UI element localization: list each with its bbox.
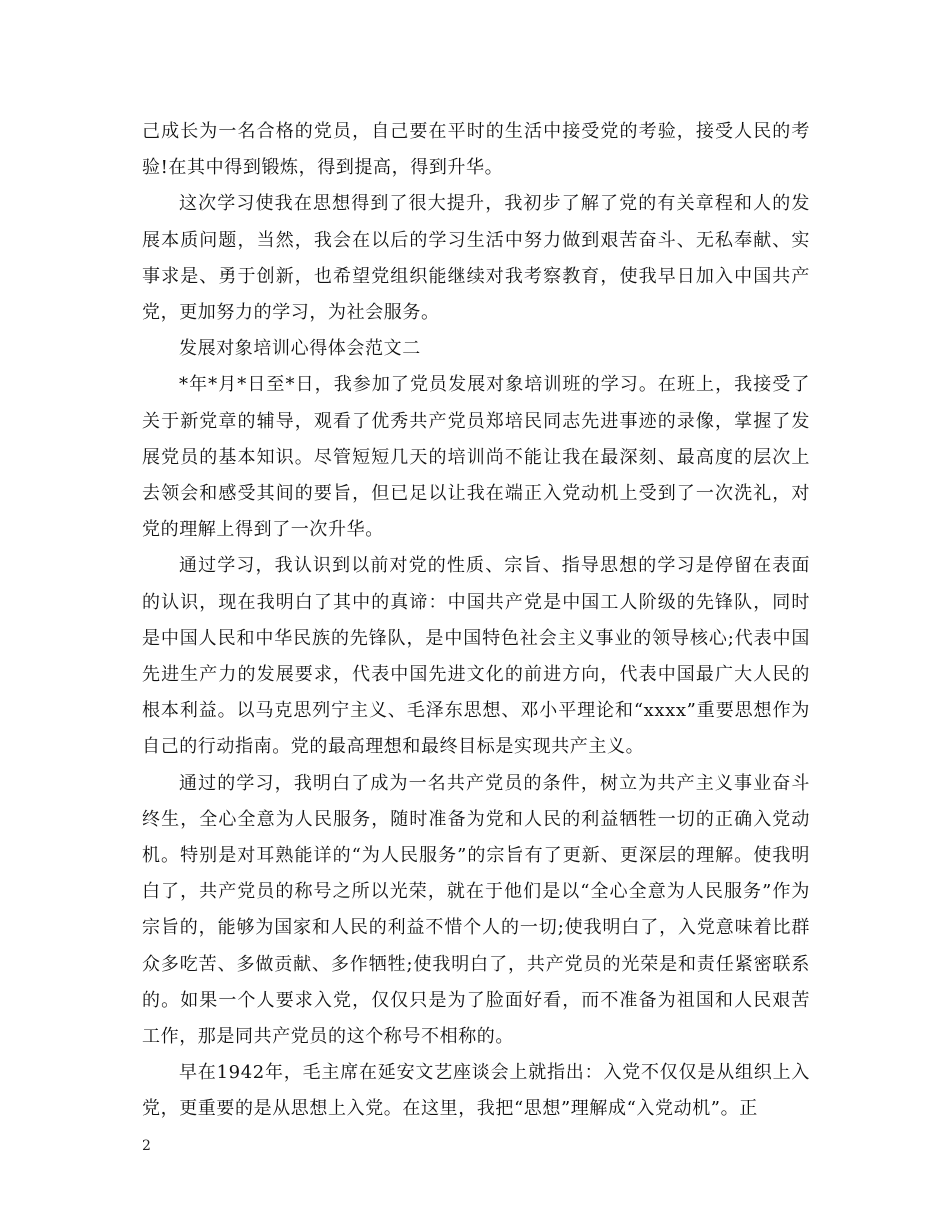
paragraph: 这次学习使我在思想得到了很大提升，我初步了解了党的有关章程和人的发展本质问题，当然，我会在以后的学习生活中努力做到艰苦奋斗、无私奉献、实事求是、勇于创新，也希望党组织能继续对我考察教育，使我早日加入中国共产党，更加努力的学习，为社会服务。 <box>142 193 810 324</box>
paragraph: 通过的学习，我明白了成为一名共产党员的条件，树立为共产主义事业奋斗终生，全心全意为人民服务，随时准备为党和人民的利益牺牲一切的正确入党动机。特别是对耳熟能详的“为人民服务”的宗旨有了更新、更深层的理解。使我明白了，共产党员的称号之所以光荣，就在于他们是以“全心全意为人民服务”作为宗旨的，能够为国家和人民的利益不惜个人的一切;使我明白了，入党意味着比群众多吃苦、多做贡献、多作牺牲;使我明白了，共产党员的光荣是和责任紧密联系的。如果一个人要求入党，仅仅只是为了脸面好看，而不准备为祖国和人民艰苦工作，那是同共产党员的这个称号不相称的。 <box>142 772 810 1048</box>
page-number: 2 <box>142 1138 151 1154</box>
document-body <box>142 114 810 1128</box>
section-heading: 发展对象培训心得体会范文二 <box>179 338 421 360</box>
paragraph-continued: 己成长为一名合格的党员，自己要在平时的生活中接受党的考验，接受人民的考验!在其中得到锻炼，得到提高，得到升华。 <box>142 121 810 179</box>
paragraph: *年*月*日至*日，我参加了党员发展对象培训班的学习。在班上，我接受了关于新党章的辅导，观看了优秀共产党员郑培民同志先进事迹的录像，掌握了发展党员的基本知识。尽管短短几天的培训尚不能让我在最深刻、最高度的层次上去领会和感受其间的要旨，但已足以让我在端正入党动机上受到了一次洗礼，对党的理解上得到了一次升华。 <box>142 374 810 541</box>
paragraph: 早在1942年，毛主席在延安文艺座谈会上就指出：入党不仅仅是从组织上入党，更重要的是从思想上入党。在这里，我把“思想”理解成“入党动机”。正 <box>142 1062 810 1120</box>
paragraph: 通过学习，我认识到以前对党的性质、宗旨、指导思想的学习是停留在表面的认识，现在我明白了其中的真谛：中国共产党是中国工人阶级的先锋队，同时是中国人民和中华民族的先锋队，是中国特色社会主义事业的领导核心;代表中国先进生产力的发展要求，代表中国先进文化的前进方向，代表中国最广大人民的根本利益。以马克思列宁主义、毛泽东思想、邓小平理论和“xxxx”重要思想作为自己的行动指南。党的最高理想和最终目标是实现共产主义。 <box>142 555 810 758</box>
